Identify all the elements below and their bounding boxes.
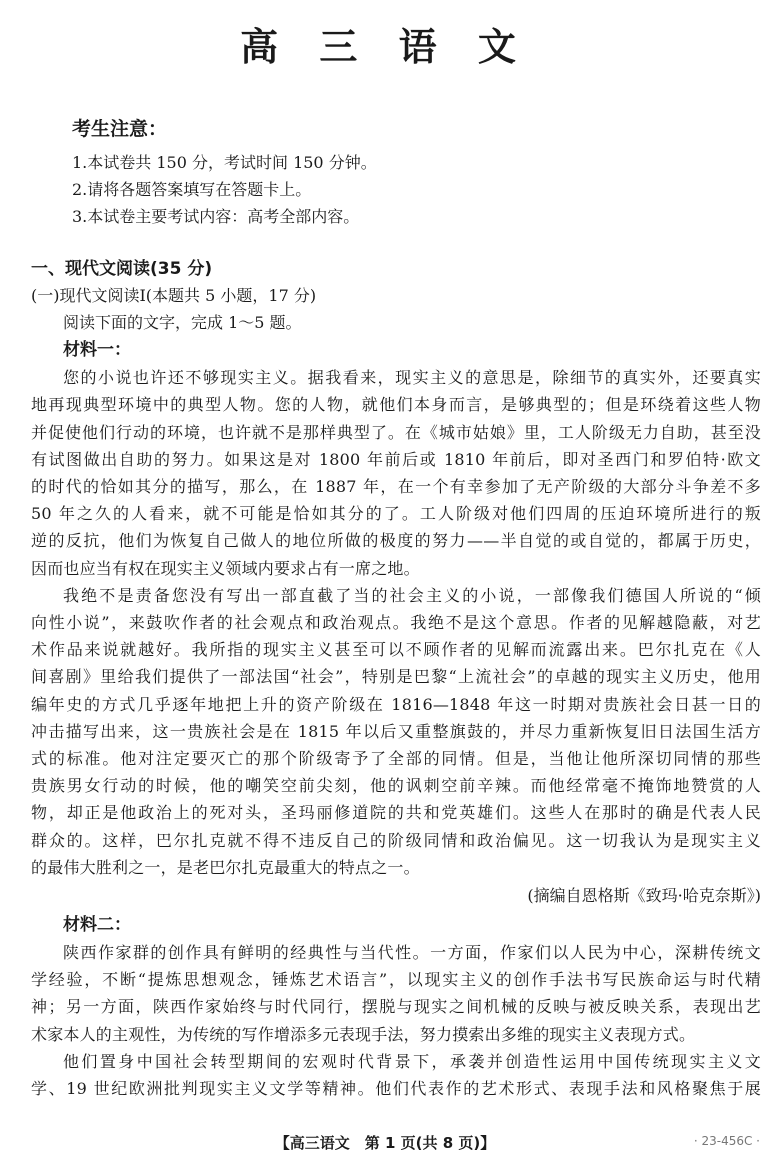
material-one-paragraph <box>31 364 761 582</box>
text-line: 学、19 世纪欧洲批判现实主义文学等精神。他们代表作的艺术形式、表现手法和风格聚焦于展 <box>31 1079 761 1099</box>
text-line: 陕西作家群的创作具有鲜明的经典性与当代性。一方面，作家们以人民为中心，深耕传统文 <box>63 943 761 963</box>
text-line: 冲击描写出来，这一贵族社会是在 1815 年以后又重整旗鼓的，并尽力重新恢复旧日法国生活方 <box>31 721 761 741</box>
page-footer: 【高三语文 第 1 页(共 8 页)】 <box>274 1134 496 1152</box>
reading-section <box>31 256 761 1102</box>
section-heading: 一、现代文阅读(35 分) <box>31 259 213 279</box>
text-line: 并促使他们行动的环境，也许就不是那样典型了。在《城市姑娘》里，工人阶级无力自助，甚至没 <box>31 422 761 442</box>
text-line: 贵族男女行动的时候，他的嘲笑空前尖刻，他的讽刺空前辛辣。而他经常毫不掩饰地赞赏的人 <box>31 776 761 796</box>
text-line: 的最伟大胜利之一，是老巴尔扎克最重大的特点之一。 <box>31 857 420 877</box>
text-line: 向性小说”，来鼓吹作者的社会观点和政治观点。我绝不是这个意思。作者的见解越隐蔽，对艺 <box>31 613 761 633</box>
material-two-paragraph <box>31 1048 761 1102</box>
notice-item: 1.本试卷共 150 分，考试时间 150 分钟。 <box>72 153 377 172</box>
notice-item: 2.请将各题答案填写在答题卡上。 <box>72 180 312 199</box>
text-line: 神；另一方面，陕西作家始终与时代同行，摆脱与现实之间机械的反映与被反映关系，表现出艺 <box>31 997 761 1017</box>
text-line: 地再现典型环境中的典型人物。您的人物，就他们本身而言，是够典型的；但是环绕着这些人物 <box>31 395 761 415</box>
text-line: 术家本人的主观性，为传统的写作增添多元表现手法，努力摸索出多维的现实主义表现方式。 <box>31 1024 696 1044</box>
page-title: 高 三 语 文 <box>240 25 530 69</box>
material-two-paragraph <box>31 939 761 1048</box>
text-line: 群众的。这样，巴尔扎克就不得不违反自己的阶级同情和政治偏见。这一切我认为是现实主义 <box>31 830 761 850</box>
text-line: 物，却正是他政治上的死对头，圣玛丽修道院的共和党英雄们。这些人在那时的确是代表人民 <box>31 803 761 823</box>
notice-heading: 考生注意： <box>72 118 168 140</box>
text-line: 学经验，不断“提炼思想观念，锤炼艺术语言”，以现实主义的创作手法书写民族命运与时代精 <box>31 970 761 990</box>
candidate-notice <box>72 114 712 230</box>
notice-item: 3.本试卷主要考试内容：高考全部内容。 <box>72 207 360 226</box>
text-line: 逆的反抗，他们为恢复自己做人的地位所做的极度的努力——半自觉的或自觉的，都属于历史， <box>31 531 761 551</box>
material-one-paragraph <box>31 582 761 881</box>
text-line: 间喜剧》里给我们提供了一部法国“社会”，特别是巴黎“上流社会”的卓越的现实主义历史，他用 <box>31 667 761 687</box>
source-citation: (摘编自恩格斯《致玛·哈克奈斯》) <box>527 886 761 906</box>
material-two-label: 材料二： <box>63 915 131 936</box>
text-line: 术作品来说就越好。我所指的现实主义甚至可以不顾作者的见解而流露出来。巴尔扎克在《人 <box>31 640 761 660</box>
text-line: 您的小说也许还不够现实主义。据我看来，现实主义的意思是，除细节的真实外，还要真实 <box>63 368 761 388</box>
text-line: 有试图做出自助的努力。如果这是对 1800 年前后或 1810 年前后，即对圣西门和罗伯特·欧文 <box>31 449 761 469</box>
exam-code: · 23-456C · <box>693 1134 760 1148</box>
text-line: 式的标准。他对注定要灭亡的那个阶级寄予了全部的同情。但是，当他让他所深切同情的那些 <box>31 749 761 769</box>
text-line: 我绝不是责备您没有写出一部直截了当的社会主义的小说，一部像我们德国人所说的“倾 <box>63 585 761 605</box>
text-line: 他们置身中国社会转型期间的宏观时代背景下，承袭并创造性运用中国传统现实主义文 <box>63 1051 761 1071</box>
instruction: 阅读下面的文字，完成 1～5 题。 <box>63 312 302 332</box>
text-line: 50 年之久的人看来，就不可能是恰如其分的了。工人阶级对他们四周的压迫环境所进行的叛 <box>31 504 761 524</box>
text-line: 编年史的方式几乎逐年地把上升的资产阶级在 1816—1848 年这一时期对贵族社会日甚一日的 <box>31 694 761 714</box>
text-line: 因而也应当有权在现实主义领域内要求占有一席之地。 <box>31 558 420 578</box>
sub-section-heading: (一)现代文阅读Ⅰ(本题共 5 小题，17 分) <box>31 286 317 305</box>
material-one-label: 材料一： <box>63 340 131 361</box>
text-line: 的时代的恰如其分的描写，那么，在 1887 年，在一个有幸参加了无产阶级的大部分斗争差不多 <box>31 477 761 496</box>
